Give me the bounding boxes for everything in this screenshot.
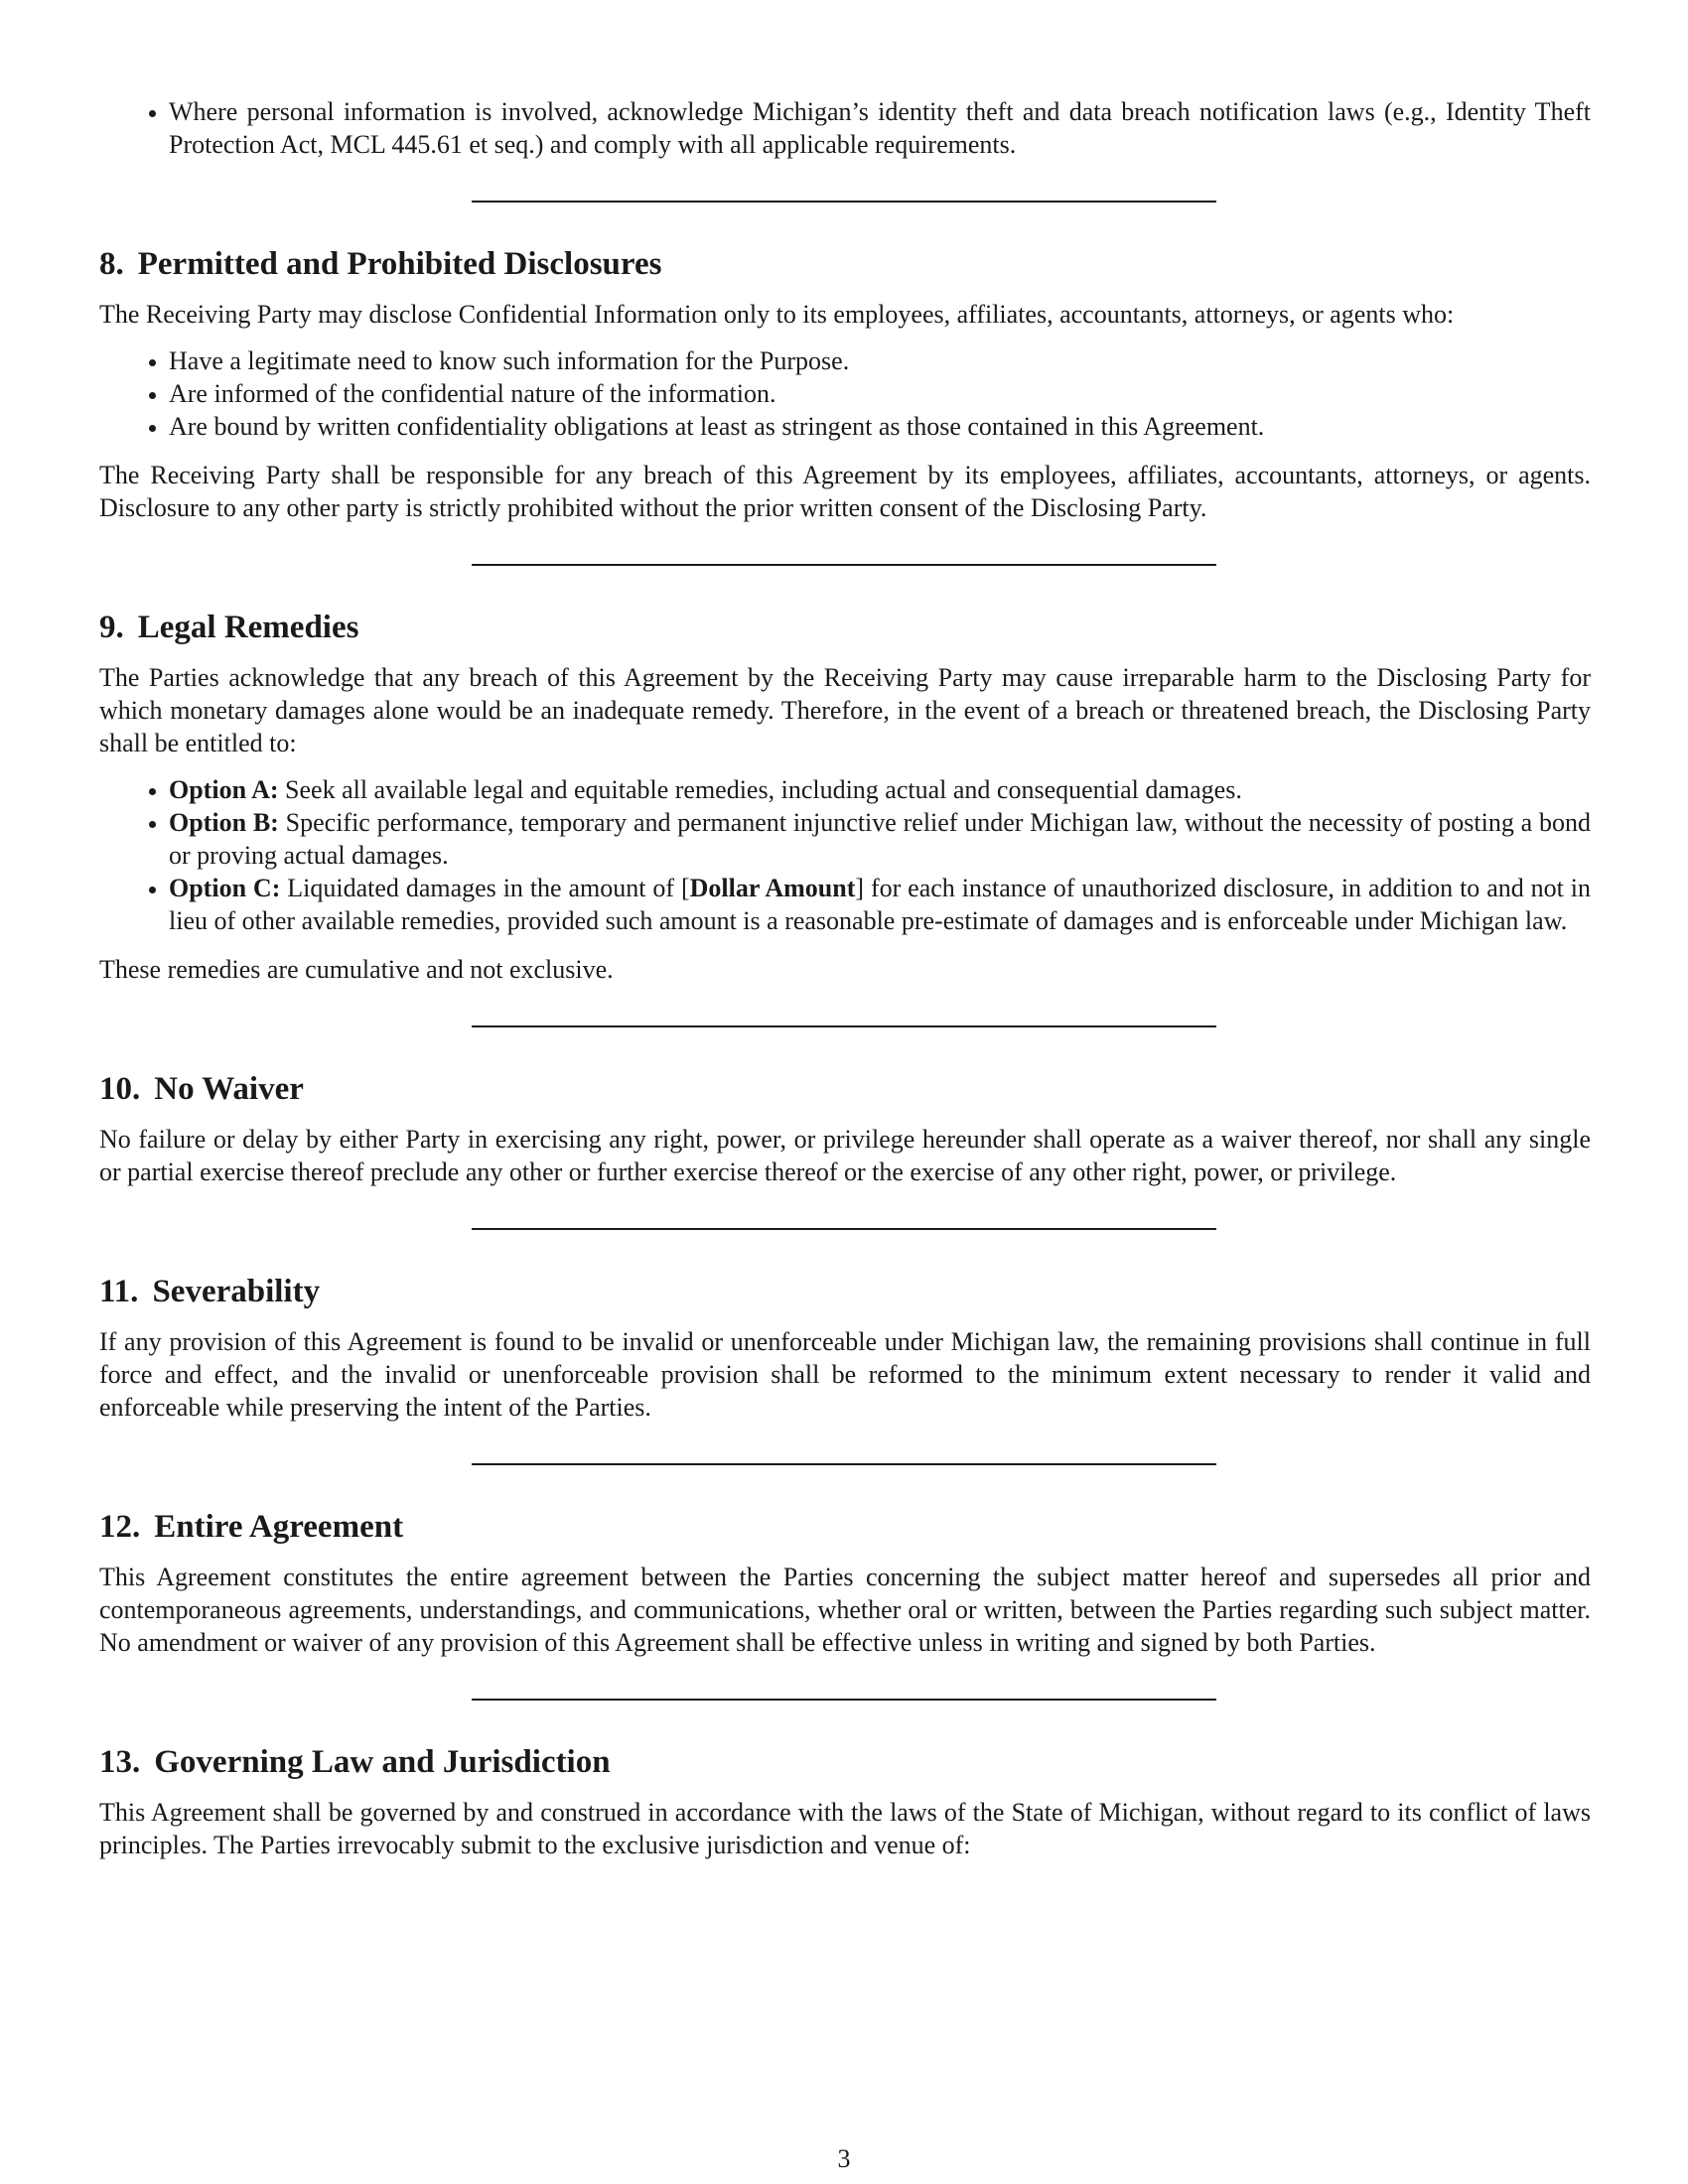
section-number: 10. <box>99 1071 141 1107</box>
list-item: • Are bound by written confidentiality obligations at least as stringent as those contained in this Agreement. <box>169 410 1591 443</box>
intro-bullet-list <box>99 95 1591 161</box>
section-divider <box>472 564 1216 566</box>
section-13-heading <box>99 1742 1591 1782</box>
option-a-item <box>169 773 1591 806</box>
list-item: • Are informed of the confidential nature of the information. <box>169 377 1591 410</box>
list-item: • Have a legitimate need to know such information for the Purpose. <box>169 344 1591 377</box>
section-8-bullet-list <box>99 344 1591 443</box>
section-8-closing: The Receiving Party shall be responsible for any breach of this Agreement by its employees, affiliates, accountants, attorneys, or agents. Disclosure to any other party is strictly prohibited without the prior written consent of the Disclosing Party. <box>99 461 1591 522</box>
section-number: 8. <box>99 246 124 282</box>
section-9-closing: These remedies are cumulative and not exclusive. <box>99 955 614 984</box>
dollar-amount-placeholder: Dollar Amount <box>689 874 856 902</box>
section-8-heading <box>99 244 1591 284</box>
option-text: Seek all available legal and equitable remedies, including actual and consequential damages. <box>278 775 1242 804</box>
option-text: Liquidated damages in the amount of [ <box>280 874 690 902</box>
section-10-body: No failure or delay by either Party in exercising any right, power, or privilege hereunder shall operate as a waiver thereof, nor shall any single or partial exercise thereof preclude any other or further exercise thereof or the exercise of any other right, power, or privilege. <box>99 1125 1591 1186</box>
option-c-item <box>169 872 1591 937</box>
section-9-options-list <box>99 773 1591 937</box>
section-12-body: This Agreement constitutes the entire agreement between the Parties concerning the subject matter hereof and supersedes all prior and contemporaneous agreements, understandings, and communications, whether oral or written, between the Parties regarding such subject matter. No amendment or waiver of any provision of this Agreement shall be effective unless in writing and signed by both Parties. <box>99 1563 1591 1657</box>
option-label: Option C: <box>169 874 281 902</box>
section-number: 12. <box>99 1509 141 1545</box>
section-title: Governing Law and Jurisdiction <box>154 1744 611 1780</box>
section-divider <box>472 201 1216 203</box>
section-number: 13. <box>99 1744 141 1780</box>
section-title: Legal Remedies <box>137 610 359 645</box>
section-divider <box>472 1228 1216 1230</box>
option-text: Specific performance, temporary and permanent injunctive relief under Michigan law, without the necessity of posting a bond or proving actual damages. <box>169 808 1591 870</box>
section-number: 11. <box>99 1274 139 1309</box>
section-title: Permitted and Prohibited Disclosures <box>137 246 662 282</box>
document-page <box>99 95 1591 1875</box>
section-9-intro: The Parties acknowledge that any breach of this Agreement by the Receiving Party may cause irreparable harm to the Disclosing Party for which monetary damages alone would be an inadequate remedy. Therefore, in the event of a breach or threatened breach, the Disclosing Party shall be entitled to: <box>99 663 1591 757</box>
section-divider <box>472 1463 1216 1465</box>
section-11-heading <box>99 1272 1591 1311</box>
section-8-intro: The Receiving Party may disclose Confidential Information only to its employees, affiliates, accountants, attorneys, or agents who: <box>99 300 1455 329</box>
option-text: ] for each instance of unauthorized disclosure, in addition to and not in lieu of other available remedies, provided such amount is a reasonable pre-estimate of damages and is enforceable under Michigan law. <box>169 874 1591 935</box>
section-divider <box>472 1699 1216 1701</box>
section-title: Entire Agreement <box>154 1509 404 1545</box>
section-title: Severability <box>152 1274 321 1309</box>
section-10-heading <box>99 1069 1591 1109</box>
section-divider <box>472 1025 1216 1027</box>
section-13-body: This Agreement shall be governed by and construed in accordance with the laws of the State of Michigan, without regard to its conflict of laws principles. The Parties irrevocably submit to the exclusive jurisdiction and venue of: <box>99 1798 1591 1859</box>
option-label: Option A: <box>169 775 279 804</box>
section-9-heading <box>99 608 1591 647</box>
list-item: • Where personal information is involved, acknowledge Michigan’s identity theft and data breach notification laws (e.g., Identity Theft Protection Act, MCL 445.61 et seq.) and comply with all applicable requirements. <box>169 95 1591 161</box>
section-11-body: If any provision of this Agreement is found to be invalid or unenforceable under Michigan law, the remaining provisions shall continue in full force and effect, and the invalid or unenforceable provision shall be reformed to the minimum extent necessary to render it valid and enforceable while preserving the intent of the Parties. <box>99 1327 1591 1422</box>
section-12-heading <box>99 1507 1591 1547</box>
option-b-item <box>169 806 1591 872</box>
option-label: Option B: <box>169 808 279 837</box>
page-number: 3 <box>837 2144 851 2173</box>
section-number: 9. <box>99 610 124 645</box>
section-title: No Waiver <box>154 1071 304 1107</box>
